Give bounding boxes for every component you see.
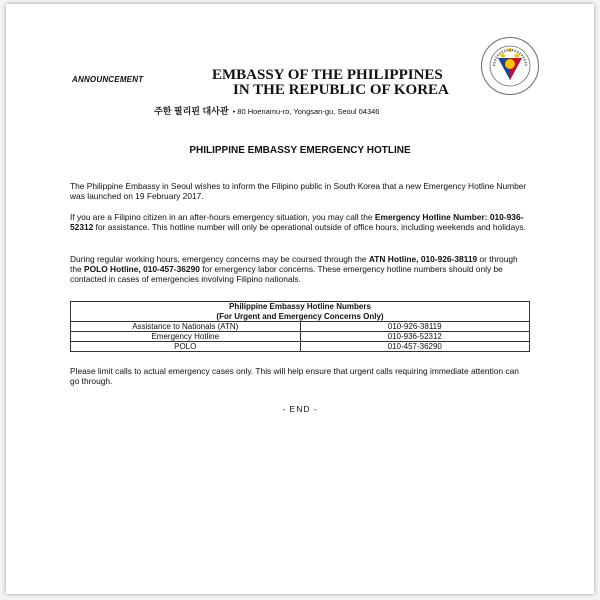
table-row [71, 332, 530, 342]
table-cell-number: 010-926-38119 [300, 322, 530, 332]
p3-text-e: for emergency labor concerns. These emergency hotline numbers should only be contacted in cases of emergencies involving Filipino nationals. [70, 264, 503, 284]
table-row [71, 342, 530, 352]
embassy-title-line2: IN THE REPUBLIC OF KOREA [233, 82, 449, 98]
table-header-line2: (For Urgent and Emergency Concerns Only) [216, 311, 384, 321]
table-cell-service: POLO [71, 342, 301, 352]
page-title: PHILIPPINE EMBASSY EMERGENCY HOTLINE [189, 145, 411, 156]
p2-text-c: for assistance. This hotline number will only be operational outside of office hours, including weekends and holidays. [93, 222, 526, 232]
embassy-seal-icon [480, 36, 540, 96]
p2-text-a: If you are a Filipino citizen in an after-hours emergency situation, you may call the [70, 212, 375, 222]
embassy-title [212, 68, 474, 98]
address-text: • 80 Hoenamu-ro, Yongsan-gu, Seoul 04346 [232, 107, 380, 116]
hotline-table [70, 301, 530, 352]
table-header [71, 302, 530, 322]
paragraph-after-hours [70, 212, 530, 232]
paragraph-limit-calls: Please limit calls to actual emergency cases only. This will help ensure that urgent calls requiring immediate attention can go through. [70, 366, 519, 386]
address-korean: 주한 필리핀 대사관 [154, 106, 229, 116]
paragraph-launch: The Philippine Embassy in Seoul wishes to inform the Filipino public in South Korea that a new Emergency Hotline Number was launched on 19 February 2017. [70, 181, 527, 201]
table-row [71, 322, 530, 332]
table-cell-number: 010-936-52312 [300, 332, 530, 342]
p3-polo-bold: POLO Hotline, 010-457-36290 [83, 264, 200, 274]
table-cell-service: Assistance to Nationals (ATN) [71, 322, 301, 332]
paragraph-working-hours [70, 254, 530, 284]
announcement-label: ANNOUNCEMENT [72, 75, 144, 84]
document-page [6, 4, 594, 594]
p3-atn-bold: ATN Hotline, 010-926-38119 [368, 254, 478, 264]
embassy-title-line1: EMBASSY OF THE PHILIPPINES [212, 67, 443, 83]
embassy-address [154, 104, 379, 117]
table-cell-number: 010-457-36290 [300, 342, 530, 352]
table-header-row [71, 302, 530, 322]
table-header-line1: Philippine Embassy Hotline Numbers [229, 302, 371, 311]
p3-text-c: or through the [70, 254, 518, 274]
p2-hotline-bold: Emergency Hotline Number: 010-936-52312 [70, 212, 524, 232]
p3-text-a: During regular working hours, emergency concerns may be coursed through the [70, 254, 369, 264]
end-marker: - END - [282, 404, 318, 414]
table-cell-service: Emergency Hotline [71, 332, 301, 342]
